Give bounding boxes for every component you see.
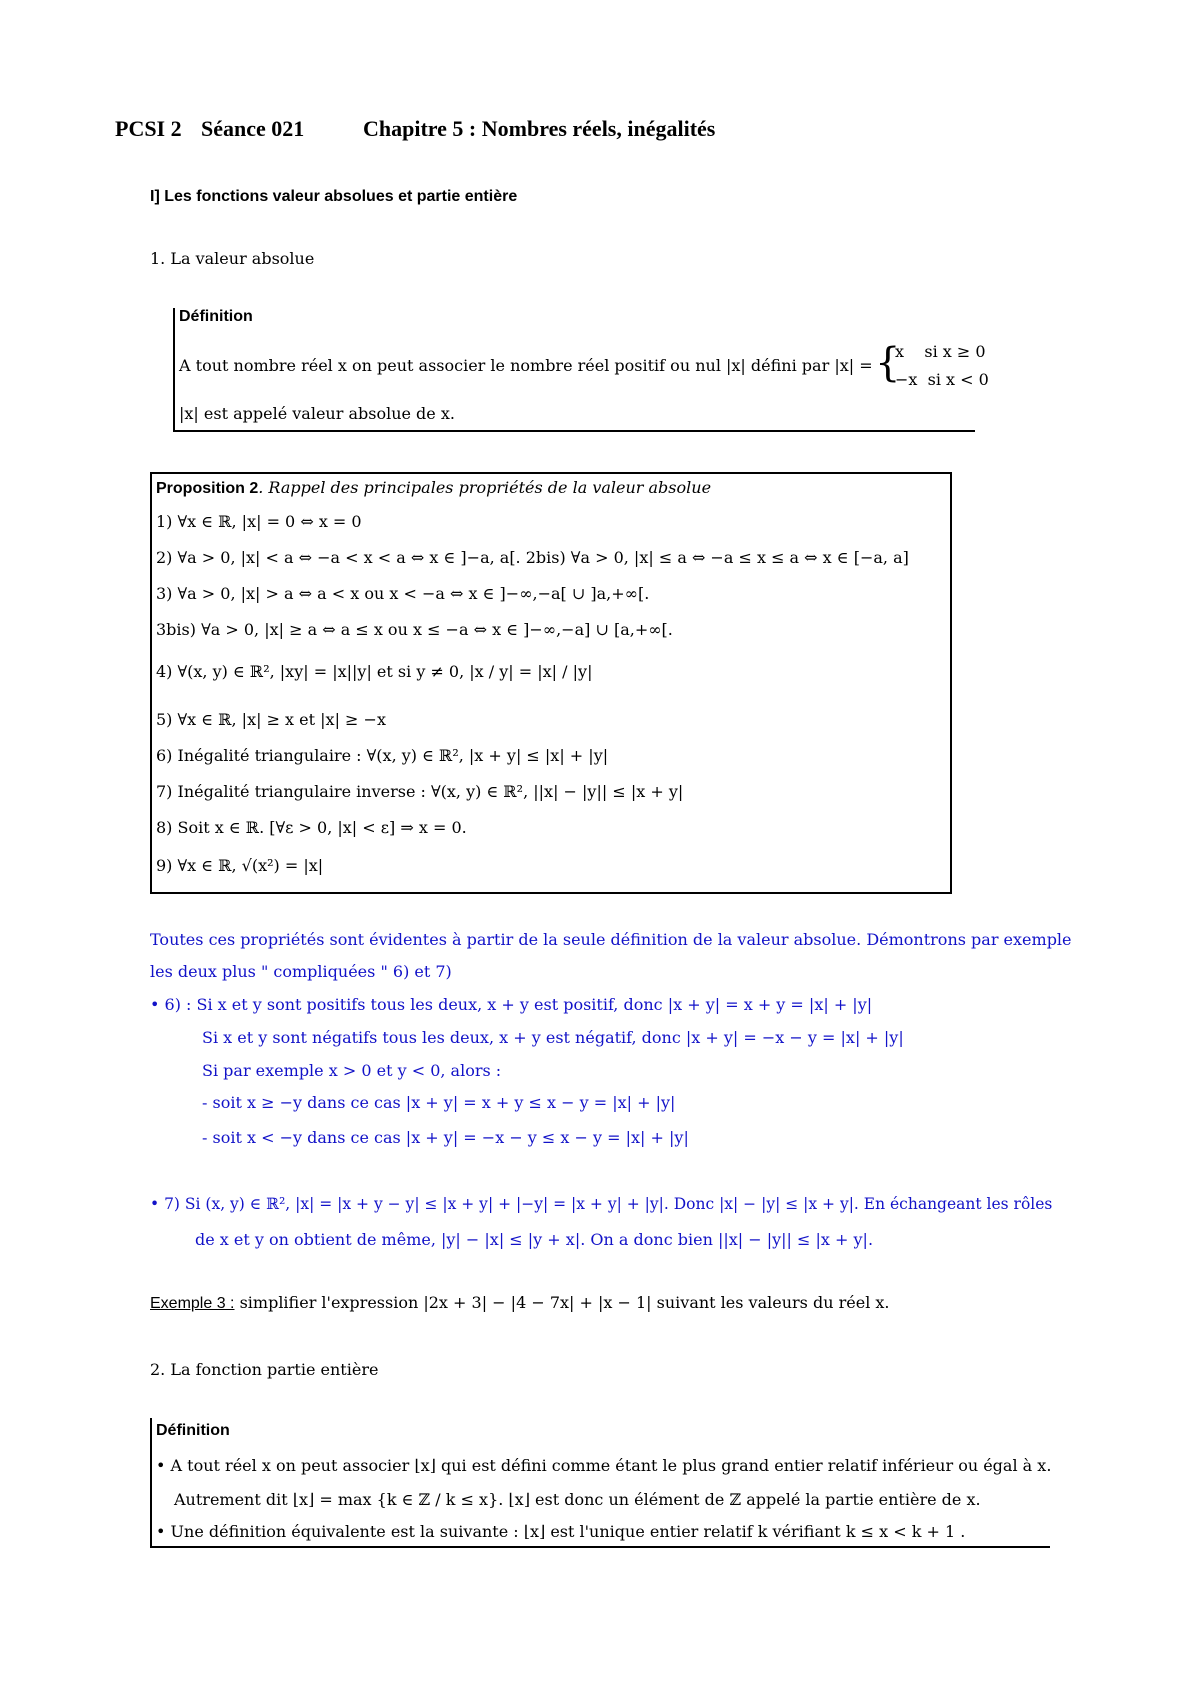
subsection-absolute-value: 1. La valeur absolue [150,249,315,268]
property-3: 3) ∀a > 0, |x| > a ⇔ a < x ou x < −a ⇔ x ∈ ]−∞,−a[ ∪ ]a,+∞[. [156,584,650,603]
proof-6-line-2: Si x et y sont négatifs tous les deux, x + y est négatif, donc |x + y| = −x − y = |x| + |y| [202,1028,904,1047]
proposition-title: Proposition 2 [156,480,259,497]
page-header [115,116,1115,146]
session-label: Séance 021 [201,116,305,141]
proposition-heading [156,478,711,498]
definition-title: Définition [179,308,253,325]
proof-intro-1: Toutes ces propriétés sont évidentes à partir de la seule définition de la valeur absolue. Démontrons par exemple [150,930,1072,949]
course-label: PCSI 2 [115,116,182,141]
definition-text [179,356,873,375]
property-8: 8) Soit x ∈ ℝ. [∀ε > 0, |x| < ε] ⇒ x = 0. [156,818,467,837]
proof-intro-2: les deux plus " compliquées " 6) et 7) [150,962,452,981]
definition-2-line-3: • Une définition équivalente est la suivante : ⌊x⌋ est l'unique entier relatif k vérifiant k ≤ x < k + 1 . [156,1522,966,1541]
property-7: 7) Inégalité triangulaire inverse : ∀(x, y) ∈ ℝ², ||x| − |y|| ≤ |x + y| [156,782,684,801]
cases-brace: { [875,340,901,386]
property-5: 5) ∀x ∈ ℝ, |x| ≥ x et |x| ≥ −x [156,710,386,729]
definition-box-absolute-value [173,308,989,432]
proof-6-line-5: - soit x < −y dans ce cas |x + y| = −x − y ≤ x − y = |x| + |y| [202,1128,689,1147]
proposition-subtitle: . Rappel des principales propriétés de la valeur absolue [258,478,712,497]
example-label: Exemple 3 : [150,1295,235,1312]
definition-line-2: |x| est appelé valeur absolue de x. [179,404,455,423]
property-4: 4) ∀(x, y) ∈ ℝ², |xy| = |x||y| et si y ≠ 0, |x / y| = |x| / |y| [156,662,593,681]
proposition-box [150,472,952,894]
definition-2-title: Définition [156,1422,230,1439]
property-6: 6) Inégalité triangulaire : ∀(x, y) ∈ ℝ², |x + y| ≤ |x| + |y| [156,746,609,765]
example-3 [150,1293,890,1313]
proof-6-line-1: • 6) : Si x et y sont positifs tous les deux, x + y est positif, donc |x + y| = x + y = |x| + |y| [150,995,873,1014]
definition-2-line-2: Autrement dit ⌊x⌋ = max {k ∈ ℤ / k ≤ x}. ⌊x⌋ est donc un élément de ℤ appelé la partie entière de x. [174,1490,981,1509]
proof-6-line-3: Si par exemple x > 0 et y < 0, alors : [202,1061,502,1080]
definition-2-line-1: • A tout réel x on peut associer ⌊x⌋ qui est défini comme étant le plus grand entier relatif inférieur ou égal à x. [156,1456,1052,1475]
definition-box-integer-part [150,1418,1050,1548]
proof-7-line-2: de x et y on obtient de même, |y| − |x| ≤ |y + x|. On a donc bien ||x| − |y|| ≤ |x + y|. [195,1230,874,1249]
subsection-integer-part: 2. La fonction partie entière [150,1360,379,1379]
case-negative: −x si x < 0 [895,370,989,389]
proof-6-line-4: - soit x ≥ −y dans ce cas |x + y| = x + y ≤ x − y = |x| + |y| [202,1093,676,1112]
property-3bis: 3bis) ∀a > 0, |x| ≥ a ⇔ a ≤ x ou x ≤ −a ⇔ x ∈ ]−∞,−a] ∪ [a,+∞[. [156,620,673,639]
definition-line-1: A tout nombre réel x on peut associer le nombre réel positif ou nul |x| défini par |x| = [179,356,873,375]
property-9: 9) ∀x ∈ ℝ, √(x²) = |x| [156,856,324,875]
chapter-title: Chapitre 5 : Nombres réels, inégalités [363,116,716,141]
property-1: 1) ∀x ∈ ℝ, |x| = 0 ⇔ x = 0 [156,512,362,531]
proof-7-line-1: • 7) Si (x, y) ∈ ℝ², |x| = |x + y − y| ≤ |x + y| + |−y| = |x + y| + |y|. Donc |x| − |y| ≤ |x + y|. En échangeant les rôles [150,1195,1053,1213]
property-2: 2) ∀a > 0, |x| < a ⇔ −a < x < a ⇔ x ∈ ]−a, a[. 2bis) ∀a > 0, |x| ≤ a ⇔ −a ≤ x ≤ a ⇔ x ∈ [−a, a] [156,548,909,567]
case-positive: x si x ≥ 0 [895,342,986,361]
section-title: I] Les fonctions valeur absolues et partie entière [150,188,518,205]
example-text: simplifier l'expression |2x + 3| − |4 − 7x| + |x − 1| suivant les valeurs du réel x. [234,1293,890,1312]
